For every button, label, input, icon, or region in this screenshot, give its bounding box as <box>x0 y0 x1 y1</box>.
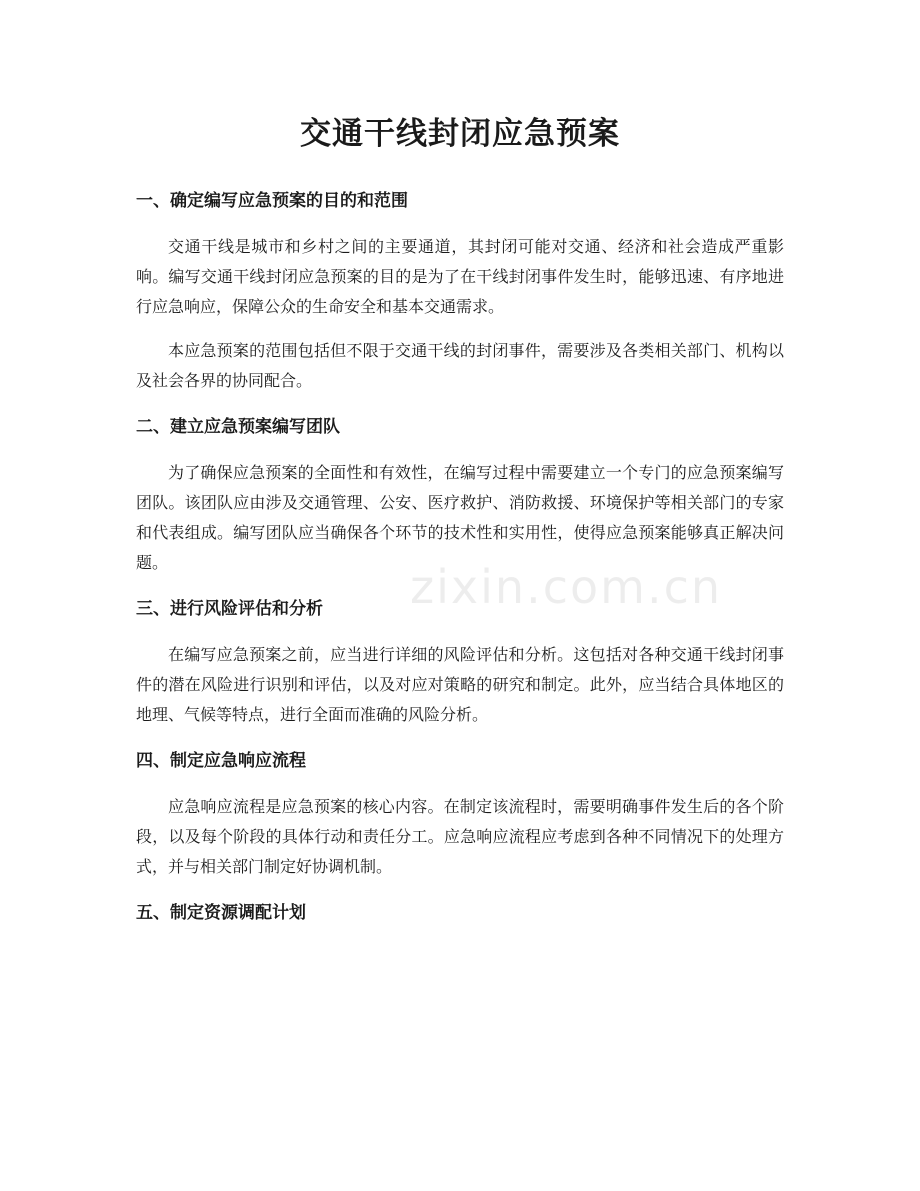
section-1-paragraph-1: 交通干线是城市和乡村之间的主要通道，其封闭可能对交通、经济和社会造成严重影响。编写交通干线封闭应急预案的目的是为了在干线封闭事件发生时，能够迅速、有序地进行应急响应，保障公众的生命安全和基本交通需求。 <box>136 237 784 316</box>
section-heading-5: 五、制定资源调配计划 <box>136 903 306 923</box>
document-body <box>136 186 784 928</box>
document-title: 交通干线封闭应急预案 <box>300 116 620 152</box>
section-heading-4: 四、制定应急响应流程 <box>136 751 306 771</box>
section-heading-1: 一、确定编写应急预案的目的和范围 <box>136 191 408 211</box>
section-3-paragraph-1: 在编写应急预案之前，应当进行详细的风险评估和分析。这包括对各种交通干线封闭事件的潜在风险进行识别和评估，以及对应对策略的研究和制定。此外，应当结合具体地区的地理、气候等特点，进行全面而准确的风险分析。 <box>136 645 784 724</box>
section-4-paragraph-1: 应急响应流程是应急预案的核心内容。在制定该流程时，需要明确事件发生后的各个阶段，以及每个阶段的具体行动和责任分工。应急响应流程应考虑到各种不同情况下的处理方式，并与相关部门制定好协调机制。 <box>136 797 784 876</box>
section-heading-2: 二、建立应急预案编写团队 <box>136 417 340 437</box>
watermark-text: zixin.com.cn <box>410 560 723 614</box>
section-2-paragraph-1: 为了确保应急预案的全面性和有效性，在编写过程中需要建立一个专门的应急预案编写团队。该团队应由涉及交通管理、公安、医疗救护、消防救援、环境保护等相关部门的专家和代表组成。编写团队应当确保各个环节的技术性和实用性，使得应急预案能够真正解决问题。 <box>136 463 784 572</box>
section-1-paragraph-2: 本应急预案的范围包括但不限于交通干线的封闭事件，需要涉及各类相关部门、机构以及社会各界的协同配合。 <box>136 341 784 390</box>
section-heading-3: 三、进行风险评估和分析 <box>136 599 323 619</box>
